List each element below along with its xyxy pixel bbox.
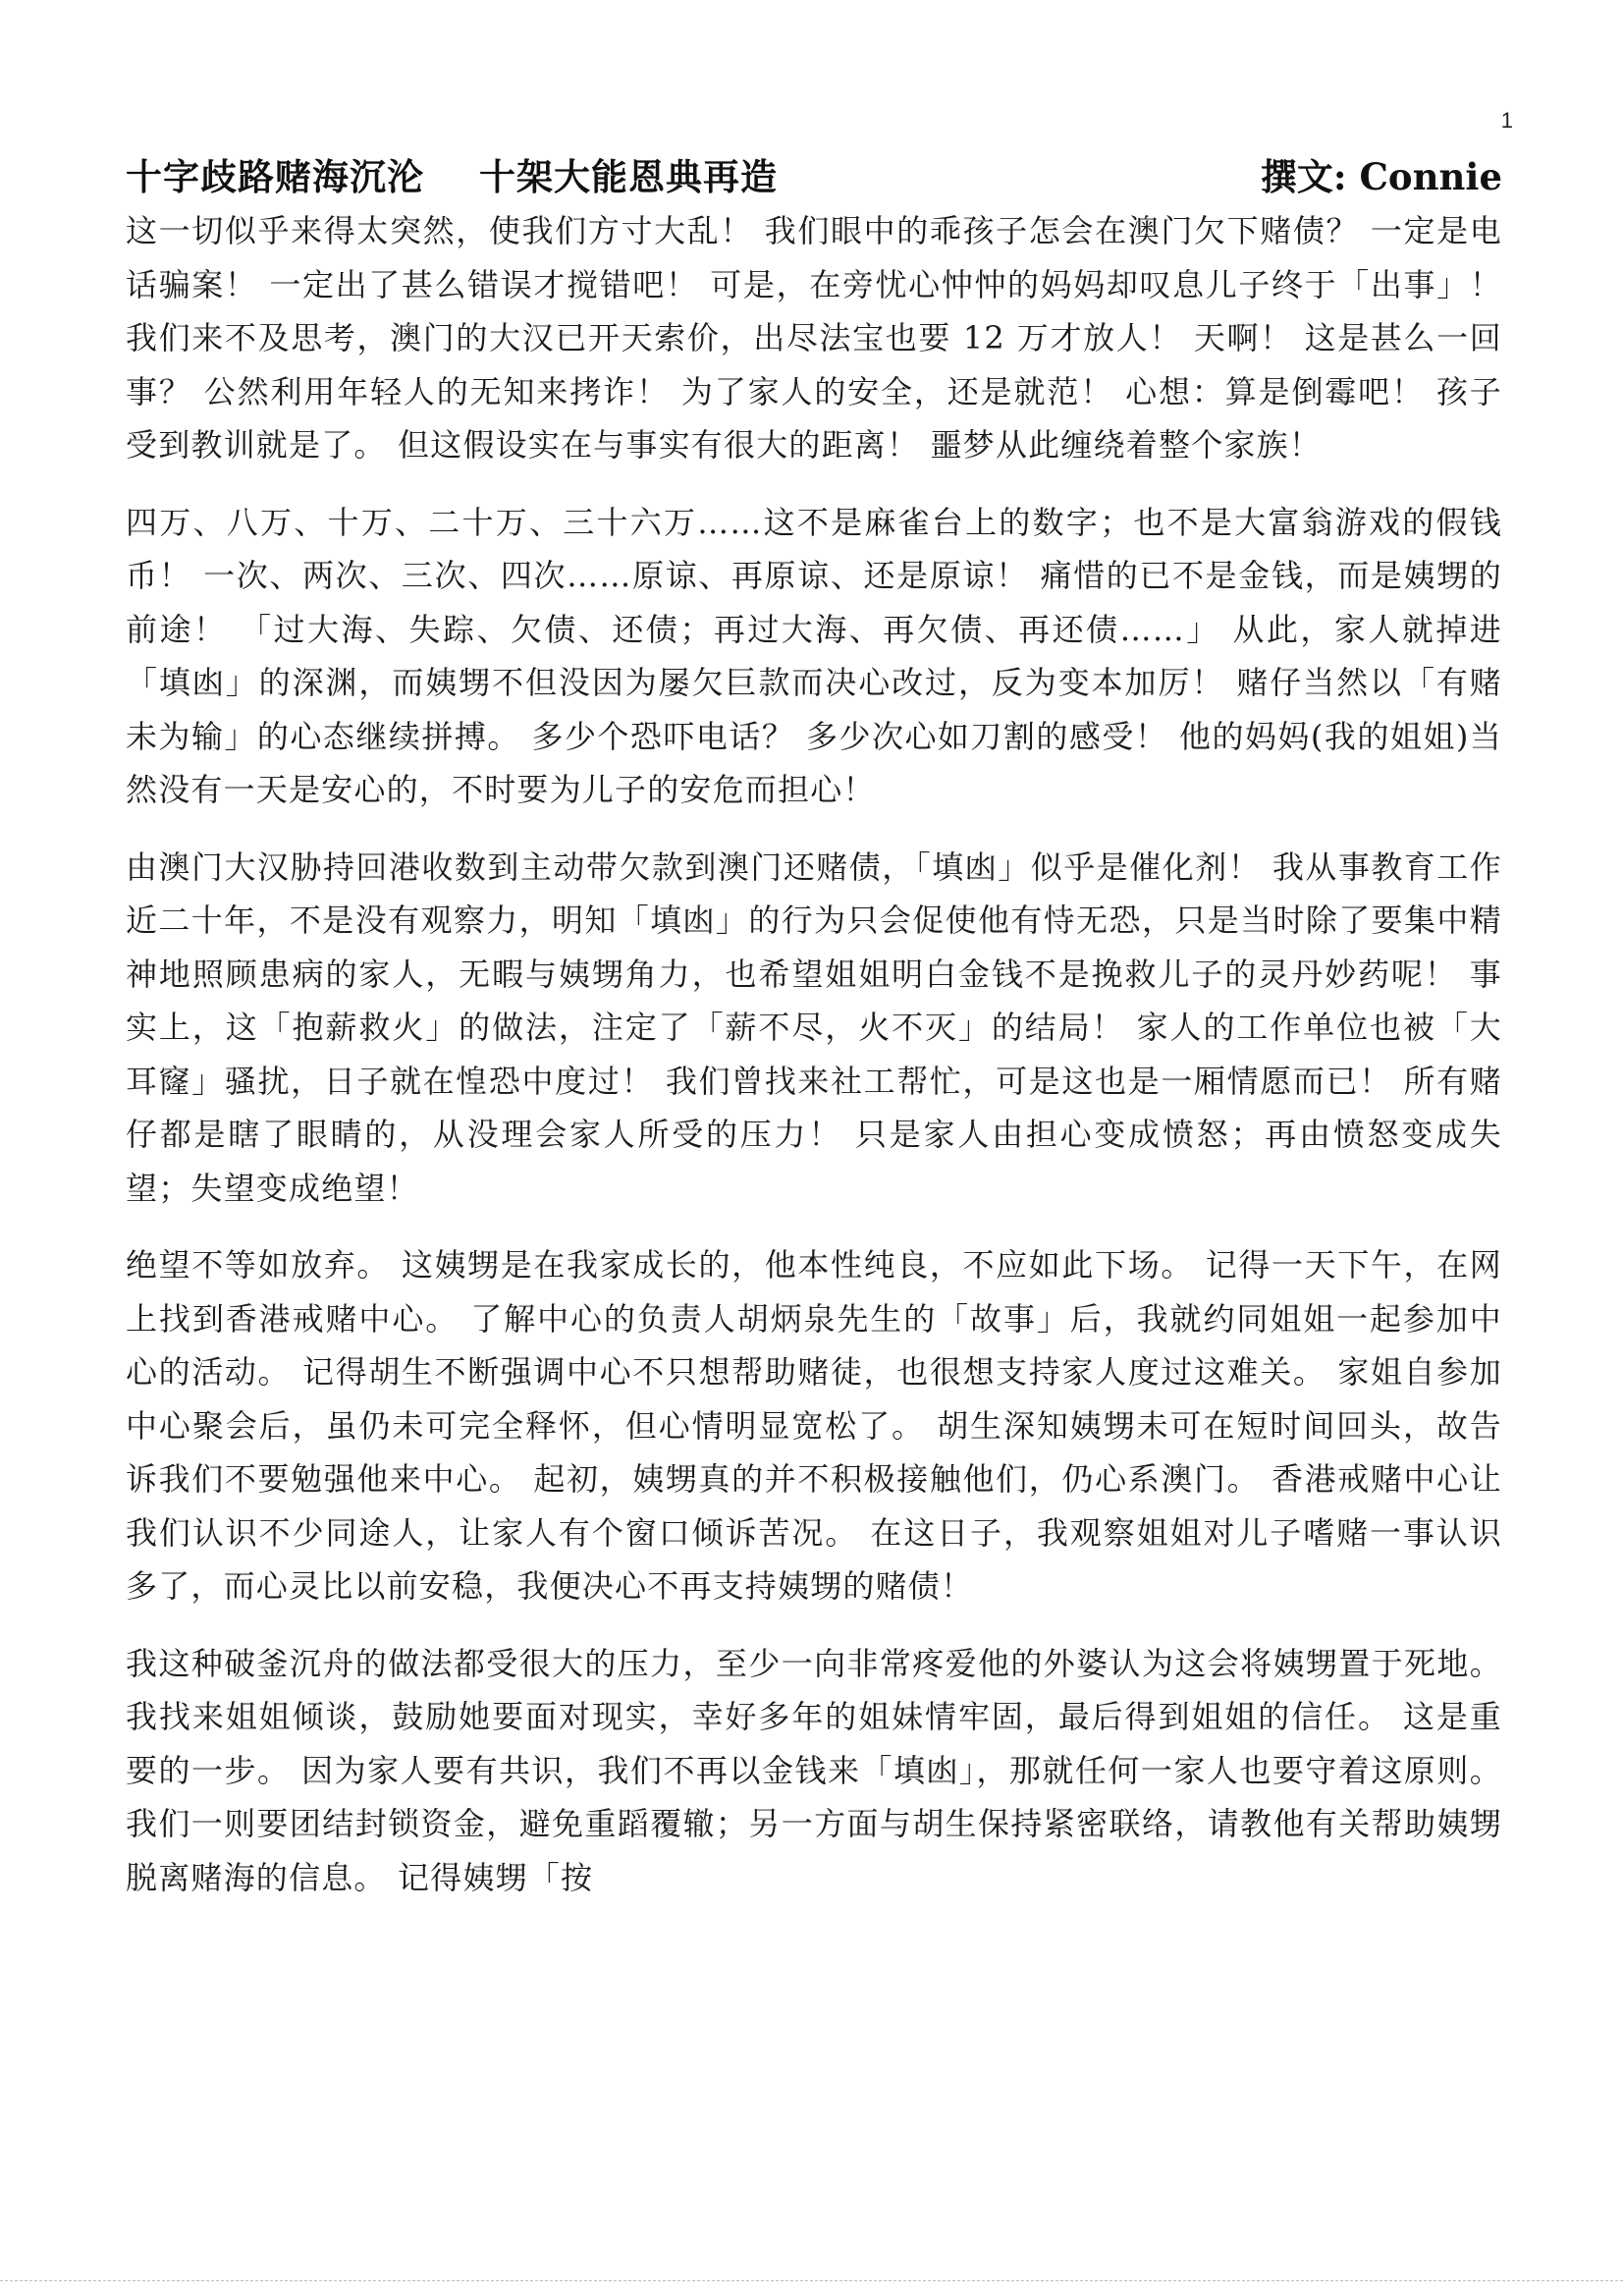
page-bottom-rule: [0, 2280, 1623, 2281]
author-label: 撰文:: [1260, 155, 1360, 198]
author-name: Connie: [1359, 155, 1502, 198]
paragraph-2: 四万、八万、十万、二十万、三十六万……这不是麻雀台上的数字；也不是大富翁游戏的假钱币！ 一次、两次、三次、四次……原谅、再原谅、还是原谅！ 痛惜的已不是金钱，而是姨甥的前途！ 「过大海、失踪、欠债、还债；再过大海、再欠债、再还债……」 从此，家人就掉进「填凼」的深渊，而姨甥不但没因为屡欠巨款而决心改过，反为变本加厉！ 赌仔当然以「有赌未为输」的心态继续拼搏。 多少个恐吓电话？ 多少次心如刀割的感受！ 他的妈妈(我的姐姐)当然没有一天是安心的，不时要为儿子的安危而担心！: [126, 503, 1502, 808]
paragraph-4: 绝望不等如放弃。 这姨甥是在我家成长的，他本性纯良，不应如此下场。 记得一天下午，在网上找到香港戒赌中心。 了解中心的负责人胡炳泉先生的「故事」后，我就约同姐姐一起参加中心的活动。 记得胡生不断强调中心不只想帮助赌徒，也很想支持家人度过这难关。 家姐自参加中心聚会后，虽仍未可完全释怀，但心情明显宽松了。 胡生深知姨甥未可在短时间回头，故告诉我们不要勉强他来中心。 起初，姨甥真的并不积极接触他们，仍心系澳门。 香港戒赌中心让我们认识不少同途人，让家人有个窗口倾诉苦况。 在这日子，我观察姐姐对儿子嗜赌一事认识多了，而心灵比以前安稳，我便决心不再支持姨甥的赌债！: [126, 1246, 1502, 1605]
paragraph-1: 这一切似乎来得太突然，使我们方寸大乱！ 我们眼中的乖孩子怎会在澳门欠下赌债？ 一定是电话骗案！ 一定出了甚么错误才搅错吧！ 可是，在旁忧心忡忡的妈妈却叹息儿子终于「出事」！ 我们来不及思考，澳门的大汉已开天索价，出尽法宝也要 12 万才放人！ 天啊！ 这是甚么一回事？ 公然利用年轻人的无知来拷诈！ 为了家人的安全，还是就范！ 心想：算是倒霉吧！ 孩子受到教训就是了。 但这假设实在与事实有很大的距离！ 噩梦从此缠绕着整个家族！: [126, 212, 1502, 464]
paragraph-5: 我这种破釜沉舟的做法都受很大的压力，至少一向非常疼爱他的外婆认为这会将姨甥置于死地。 我找来姐姐倾谈，鼓励她要面对现实，幸好多年的姐妹情牢固，最后得到姐姐的信任。 这是重要的一步。 因为家人要有共识，我们不再以金钱来「填凼」，那就任何一家人也要守着这原则。 我们一则要团结封锁资金，避免重蹈覆辙；另一方面与胡生保持紧密联络，请教他有关帮助姨甥脱离赌海的信息。 记得姨甥「按: [126, 1644, 1502, 1896]
title-part-2: 十架大能恩典再造: [479, 155, 778, 198]
article-title: [126, 147, 778, 200]
paragraph-3: 由澳门大汉胁持回港收数到主动带欠款到澳门还赌债，「填凼」似乎是催化剂！ 我从事教育工作近二十年，不是没有观察力，明知「填凼」的行为只会促使他有恃无恐，只是当时除了要集中精神地照顾患病的家人，无暇与姨甥角力，也希望姐姐明白金钱不是挽救儿子的灵丹妙药呢！ 事实上，这「抱薪救火」的做法，注定了「薪不尽，火不灭」的结局！ 家人的工作单位也被「大耳窿」骚扰，日子就在惶恐中度过！ 我们曾找来社工帮忙，可是这也是一厢情愿而已！ 所有赌仔都是瞎了眼睛的，从没理会家人所受的压力！ 只是家人由担心变成愤怒；再由愤怒变成失望；失望变成绝望！: [126, 847, 1502, 1207]
author-byline: [1261, 147, 1502, 200]
page-number: 1: [1500, 108, 1513, 133]
article-body: [126, 204, 1502, 1928]
article-header: [126, 147, 1502, 200]
title-part-1: 十字歧路赌海沉沦: [126, 155, 424, 198]
